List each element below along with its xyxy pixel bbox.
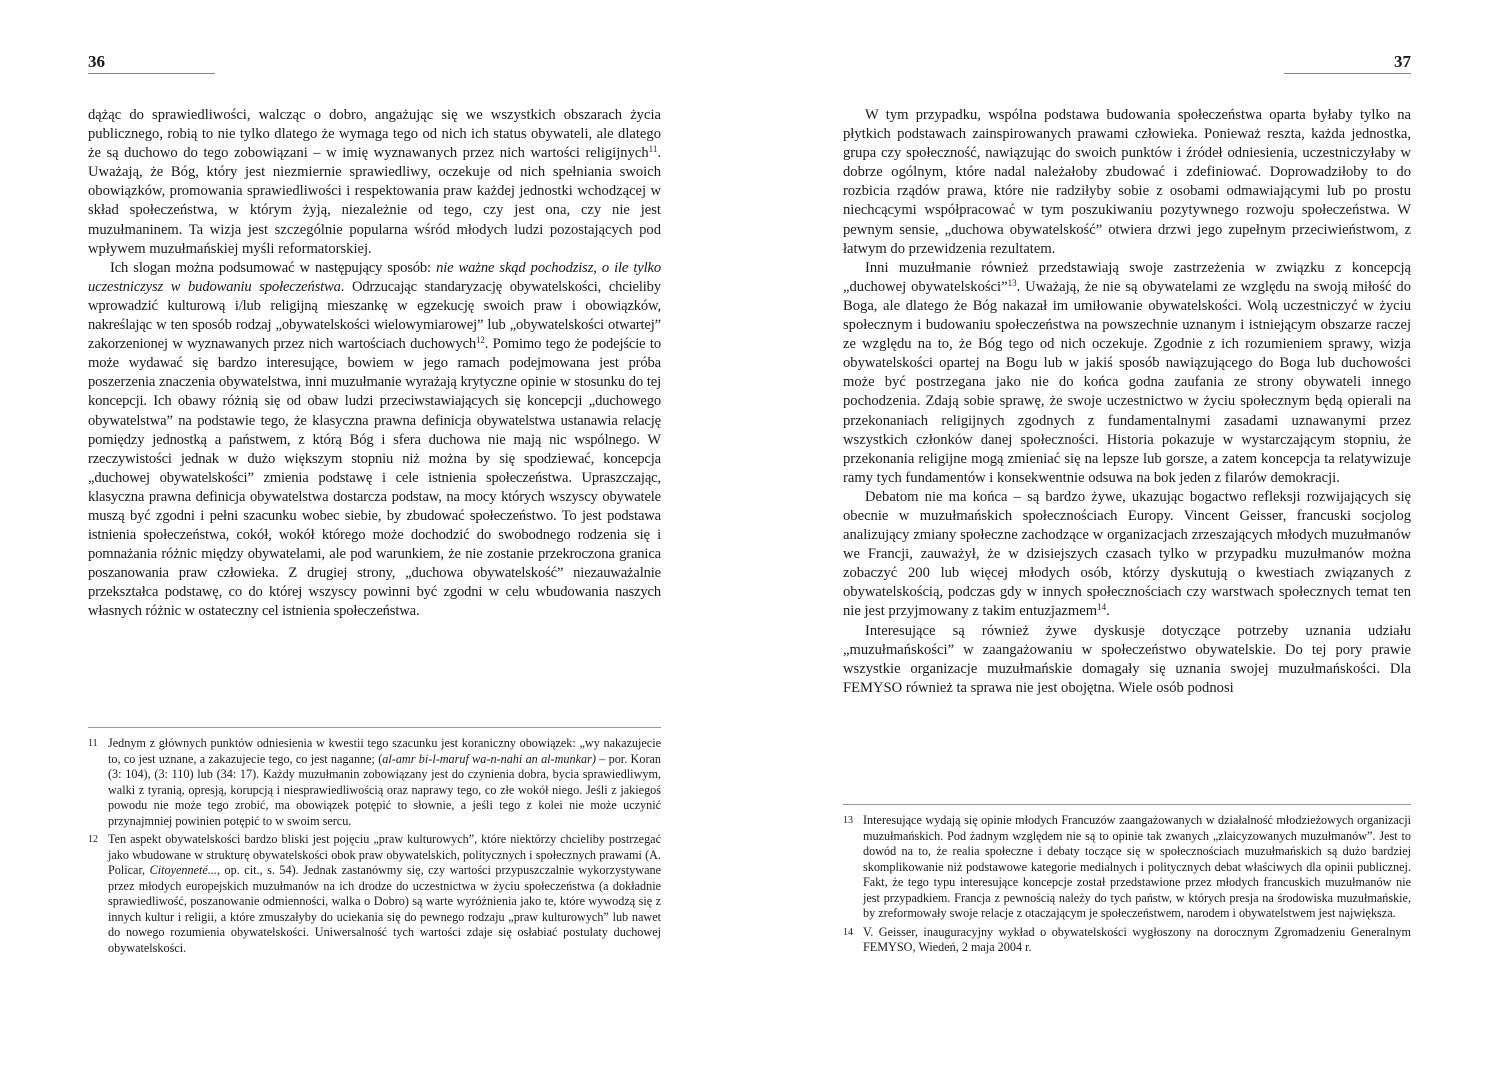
text-run: dążąc do sprawiedliwości, walcząc o dobro, angażując się we wszystkich obszarach życia publicznego, robią to nie tylko dlatego że wymaga tego od nich ich status obywateli, ale dlatego że są duchowo do tego zobowiązani – w imię wyznawanych przez nich wartości religijnych (88, 107, 661, 162)
footnote-number: 13 (843, 815, 853, 826)
text-run: Ich slogan można podsumować w następujący sposób: (110, 259, 437, 276)
text-run: . (1106, 603, 1110, 620)
header-rule (1284, 73, 1411, 74)
footnote-number: 14 (843, 926, 853, 938)
paragraph (843, 488, 1411, 622)
footnote-rule (88, 727, 661, 728)
text-run: – por. Koran (3: 104), (3: 110) lub (34: 17). Każdy muzułmanin zobowiązany jest do czynienia dobra, bycia sprawiedliwym, walki z tyranią, opresją, korupcją i niesprawiedliwością oraz naprawy tego, co złe wokół niego. Jeśli z jakiegoś powodu nie może tego zrobić, ma obowiązek potępić to słownie, a jeśli tego z kolei nie może uczynić przynajmniej powinien potępić to w swoim sercu. (108, 751, 662, 828)
page-number: 36 (88, 52, 105, 71)
text-run: V. Geisser, inauguracyjny wykład o obywatelskości wygłoszony na dorocznym Zgromadzeniu Generalnym FEMYSO, Wiedeń, 2 maja 2004 r. (863, 924, 1411, 954)
text-run: . Uważają, że Bóg, który jest niezmiernie sprawiedliwy, oczekuje od nich spełniania swoich obowiązków, promowania sprawiedliwości i respektowania praw każdej jednostki wchodzącej w skład społeczeństwa, w którym żyją, niezależnie od tego, czy jest ona, czy nie jest muzułmaninem. Ta wizja jest szczególnie popularna wśród młodych ludzi pozostających pod wpływem muzułmańskiej myśli reformatorskiej. (88, 145, 661, 257)
text-run: Interesujące wydają się opinie młodych Francuzów zaangażowanych w działalność młodzieżowych organizacji muzułmańskich. Pod żadnym względem nie są to opinie tak zwanych „zlaicyzowanych muzułmanów”. Jest to dowód na to, że realia społeczne i debaty toczące się w społecznościach muzułmańskich są dużo bardziej skomplikowanie niż podstawowe kategorie medialnych i politycznych debat właściwych dla opinii publicznej. Fakt, że tego typu interesujące koncepcje został przedstawione przez młodych francuskich muzułmanów nie jest przypadkiem. Francja z pewnością należy do tych państw, w których presja na środowiska muzułmańskie, by zreformowały swoje relacje z otaczającym je społeczeństwem, narodem i obywatelstwem jest największa. (863, 813, 1411, 920)
paragraph (88, 259, 661, 622)
footnote-ref: 13 (1007, 277, 1017, 288)
left-page (88, 0, 661, 1072)
italic-title: Citoyenneté... (149, 863, 217, 877)
italic-term: al-amr bi-l-maruf wa-n-nahi an al-munkar) (382, 751, 596, 766)
footnote-ref: 12 (476, 335, 485, 346)
paragraph: W tym przypadku, wspólna podstawa budowania społeczeństwa oparta byłaby tylko na płytkich podstawach zainspirowanych prawami człowieka. Ponieważ reszta, każda jednostka, grupa czy społeczność, nawiązując do swoich punktów i źródeł odniesienia, uczestniczyłaby w dobrze ogólnym, które nadal należałoby zbudować i zdefiniować. Doprowadziłoby to do rozbicia rządów prawa, które nie radziłyby sobie z osobami odmawiającymi lub po prostu niechcącymi współpracować w tym poszukiwaniu pozytywnego rozwoju społeczeństwa. W pewnym sensie, „duchowa obywatelskość” otwiera drzwi jego zupełnym przeciwieństwom, z łatwym do przewidzenia rezultatem. (843, 107, 1411, 257)
header-rule (88, 73, 215, 74)
text-run: , op. cit., s. 54). Jednak zastanówmy się, czy wartości przypuszczalnie wykorzystywane przez młodych europejskich muzułmanów na ich drodze do uczestnictwa w życiu społeczeństwa (a dokładnie sprawiedliwość, poszanowanie odmienności, walka o Dobro) są warte wyróżnienia jako te, które wywodzą się z innych kultur i religii, a które zmuszałyby do uciekania się do pewnego rodzaju „praw kulturowych” lub nawet do nowego rozumienia obywatelskości. Uniwersalność tych wartości zdaje się osłabiać postulaty duchowej obywatelskości. (108, 863, 661, 955)
footnotes (843, 813, 1411, 959)
text-run: Debatom nie ma końca – są bardzo żywe, ukazując bogactwo refleksji rozwijających się obecnie w muzułmańskich społecznościach Europy. Vincent Geisser, francuski socjolog analizujący zmiany społeczne zachodzące w organizacjach zrzeszających młodych muzułmanów we Francji, zauważył, że w dzisiejszych czasach tylko w przypadku muzułmanów można zobaczyć 200 lub więcej młodych osób, którzy dyskutują o kwestiach związanych z obywatelskością, podczas gdy w innych społecznościach czy warstwach społecznych temat ten nie jest przyjmowany z takim entuzjazmem (843, 488, 1411, 620)
footnote-number: 12 (88, 834, 98, 845)
footnote-number: 11 (88, 738, 98, 749)
right-page (843, 0, 1411, 1072)
italic-slogan: nie ważne skąd pochodzisz, o ile tylko uczestniczysz w budowaniu społeczeństwa (88, 259, 661, 295)
text-run: Inni muzułmanie również przedstawiają swoje zastrzeżenia w związku z koncepcją „duchowej obywatelskości” (843, 259, 1411, 295)
footnote (843, 813, 1411, 922)
body-text (88, 106, 661, 622)
footnote-ref: 11 (648, 144, 658, 155)
text-run: Jednym z głównych punktów odniesienia w kwestii tego szacunku jest koraniczny obowiązek: „wy nakazujecie to, co jest uznane, a zakazujecie tego, co jest naganne; ( (108, 736, 661, 766)
text-run: . Odrzucając standaryzację obywatelskości, chcieliby wprowadzić kulturową i/lub religijną mieszankę w egzekucję swoich praw i obowiązków, nakreślając w ten sposób rodzaj „obywatelskości wielowymiarowej” lub „obywatelskości otwartej” zakorzenionej w wyznawanych przez nich wartościach duchowych (88, 278, 661, 353)
footnote (843, 925, 1411, 956)
text-run: Ten aspekt obywatelskości bardzo bliski jest pojęciu „praw kulturowych”, które niektórzy chcieliby postrzegać jako wbudowane w strukturę obywatelskości obok praw obywatelskich, politycznych i społecznych prawami (A. Policar, (108, 832, 661, 877)
footnote (88, 832, 661, 956)
paragraph (88, 106, 661, 259)
text-run: . Pomimo tego że podejście to może wydawać się bardzo interesujące, bowiem w jego ramach podejmowana jest próba poszerzenia znaczenia obywatelstwa, inni muzułmanie wyrażają krytyczne opinie w stosunku do tej koncepcji. Ich obawy różnią się od obaw ludzi przeciwstawiających się koncepcji „duchowego obywatelstwa” na podstawie tego, że klasyczna prawna definicja obywatelstwa ustanawia relację pomiędzy jednostką a państwem, z którą Bóg i sfera duchowa nie mają nic wspólnego. W rzeczywistości jednak w dużo większym stopniu niż można by się spodziewać, koncepcja „duchowej obywatelskości” zmienia podstawę i cele istnienia społeczeństwa. Upraszczając, klasyczna prawna definicja obywatelstwa dostarcza podstaw, na mocy których wszyscy obywatele muszą być zgodni i pełni szacunku wobec siebie, by zbudować społeczeństwo. To jest podstawa istnienia społeczeństwa, cokół, wokół którego może dochodzić do swobodnego rodzenia się i pomnażania różnic między obywatelami, ale pod warunkiem, że nie zostanie przekroczona granica poszanowania praw człowieka. Z drugiej strony, „duchowa obywatelskość” niezauważalnie przekształca podstawę, co do której wszyscy powinni być zgodni w celu wbudowania naszych własnych różnic w ostateczny cel istnienia społeczeństwa. (88, 336, 661, 620)
page-number: 37 (1394, 52, 1411, 71)
paragraph: Interesujące są również żywe dyskusje dotyczące potrzeby uznania udziału „muzułmańskości” w zaangażowaniu w społeczeństwo obywatelskie. Do tej pory prawie wszystkie organizacje muzułmańskie domagały się uznania swojej muzułmańskości. Dla FEMYSO również ta sprawa nie jest obojętna. Wiele osób podnosi (843, 622, 1411, 696)
paragraph (843, 259, 1411, 488)
footnote (88, 736, 661, 829)
footnote-ref: 14 (1097, 602, 1107, 613)
body-text (843, 106, 1411, 698)
footnote-rule (843, 804, 1411, 805)
footnotes (88, 736, 661, 959)
text-run: . Uważają, że nie są obywatelami ze względu na swoją miłość do Boga, ale dlatego że Bóg nakazał im umiłowanie obywatelskości. Wolą uczestniczyć w życiu społecznym i budowaniu społeczeństwa na powszechnie uznanym i istniejącym obszarze raczej ze względu na to, że Bóg tego od nich oczekuje. Zgodnie z ich rozumieniem sprawy, wizja obywatelskości opartej na Bogu lub w jakiś sposób nawiązującego do Boga lub duchowości może być postrzegana jako nie do końca godna zaufania ze strony obywateli innego pochodzenia. Zdają sobie sprawę, że swoje uczestnictwo w życiu społecznym będą opierali na przekonaniach religijnych zgodnych z fundamentalnymi zasadami uznawanymi przez wszystkich członków danej społeczności. Historia pokazuje w wystarczającym stopniu, że przekonania religijne mogą zmieniać się na lepsze lub gorsze, a zatem koncepcja ta relatywizuje ramy tych fundamentów i konsekwentnie odsuwa na bok jeden z filarów demokracji. (843, 278, 1412, 486)
